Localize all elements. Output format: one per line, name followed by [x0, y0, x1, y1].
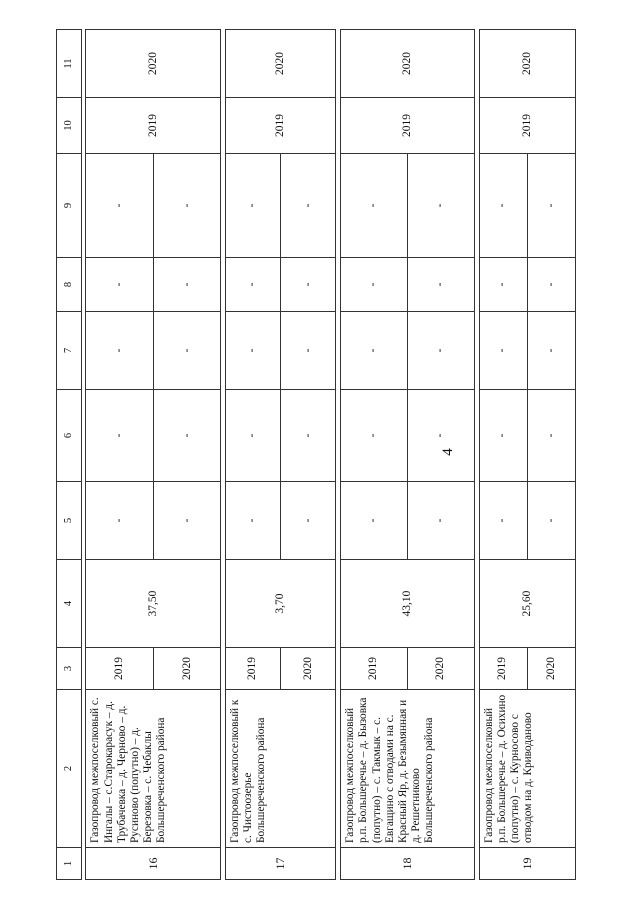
dash-cell: - — [479, 154, 527, 258]
dash-cell: - — [341, 312, 408, 390]
dash-cell: - — [86, 482, 154, 560]
row-number: 18 — [341, 848, 475, 880]
pipeline-name: Газопровод межпоселковый р.п. Большеречье – д. Бызовка (попутно) – с. Такмык – с. Евгащино с отводами на с. Красный Яр, д. Безымянная и д. Решетниково Большереченского района — [341, 690, 475, 848]
year-col-10: 2019 — [86, 98, 221, 154]
year-col-11: 2020 — [226, 30, 336, 98]
year-col-11: 2020 — [341, 30, 475, 98]
column-number: 10 — [57, 98, 82, 154]
length-km: 3,70 — [226, 560, 336, 648]
dash-cell: - — [281, 482, 336, 560]
year-col-10: 2019 — [341, 98, 475, 154]
dash-cell: - — [408, 312, 475, 390]
dash-cell: - — [479, 312, 527, 390]
dash-cell: - — [341, 258, 408, 312]
dash-cell: - — [86, 390, 154, 482]
row-number: 16 — [86, 848, 221, 880]
dash-cell: - — [226, 312, 281, 390]
column-number: 9 — [57, 154, 82, 258]
column-number: 11 — [57, 30, 82, 98]
dash-cell: - — [408, 390, 475, 482]
year-col-11: 2020 — [86, 30, 221, 98]
column-number: 5 — [57, 482, 82, 560]
column-number: 8 — [57, 258, 82, 312]
dash-cell: - — [341, 482, 408, 560]
length-km: 43,10 — [341, 560, 475, 648]
table-body — [57, 30, 576, 880]
dash-cell: - — [86, 312, 154, 390]
column-number: 7 — [57, 312, 82, 390]
year-start: 2019 — [86, 648, 154, 690]
dash-cell: - — [527, 258, 575, 312]
dash-cell: - — [226, 258, 281, 312]
table-row — [479, 30, 527, 880]
dash-cell: - — [408, 154, 475, 258]
year-end: 2020 — [154, 648, 221, 690]
dash-cell: - — [527, 482, 575, 560]
length-km: 37,50 — [86, 560, 221, 648]
column-number: 1 — [57, 848, 82, 880]
pipeline-name: Газопровод межпоселковый р.п. Большеречье – д. Осихино (попутно) – с. Курносово с отводом на д. Криводаново — [479, 690, 575, 848]
dash-cell: - — [86, 258, 154, 312]
year-end: 2020 — [408, 648, 475, 690]
column-number: 3 — [57, 648, 82, 690]
year-col-11: 2020 — [479, 30, 575, 98]
table-row — [226, 30, 281, 880]
length-km: 25,60 — [479, 560, 575, 648]
dash-cell: - — [341, 154, 408, 258]
year-col-10: 2019 — [226, 98, 336, 154]
dash-cell: - — [408, 258, 475, 312]
year-start: 2019 — [226, 648, 281, 690]
dash-cell: - — [341, 390, 408, 482]
dash-cell: - — [154, 390, 221, 482]
dash-cell: - — [86, 154, 154, 258]
dash-cell: - — [154, 258, 221, 312]
year-end: 2020 — [527, 648, 575, 690]
year-start: 2019 — [479, 648, 527, 690]
row-number: 19 — [479, 848, 575, 880]
dash-cell: - — [527, 154, 575, 258]
dash-cell: - — [226, 390, 281, 482]
dash-cell: - — [281, 154, 336, 258]
rotated-table-sheet — [56, 30, 576, 880]
pipeline-name: Газопровод межпоселковый к с. Чистоозерье Большереченского района — [226, 690, 336, 848]
dash-cell: - — [527, 312, 575, 390]
dash-cell: - — [479, 482, 527, 560]
table-row — [86, 30, 154, 880]
column-number-row — [57, 30, 82, 880]
dash-cell: - — [479, 258, 527, 312]
dash-cell: - — [226, 154, 281, 258]
column-number: 6 — [57, 390, 82, 482]
year-start: 2019 — [341, 648, 408, 690]
dash-cell: - — [154, 154, 221, 258]
dash-cell: - — [154, 312, 221, 390]
dash-cell: - — [226, 482, 281, 560]
dash-cell: - — [281, 258, 336, 312]
dash-cell: - — [154, 482, 221, 560]
gas-pipeline-table — [56, 29, 576, 880]
row-number: 17 — [226, 848, 336, 880]
dash-cell: - — [479, 390, 527, 482]
pipeline-name: Газопровод межпоселковый с. Ингалы – с.Старокарасук – д. Трубачевка – д. Черново – д. Русиново (попутно) – д. Березовка – с. Чебаклы Большереченского района — [86, 690, 221, 848]
table-row — [341, 30, 408, 880]
year-end: 2020 — [281, 648, 336, 690]
page-number: 4 — [440, 448, 456, 456]
dash-cell: - — [527, 390, 575, 482]
column-number: 2 — [57, 690, 82, 848]
year-col-10: 2019 — [479, 98, 575, 154]
dash-cell: - — [281, 312, 336, 390]
dash-cell: - — [281, 390, 336, 482]
dash-cell: - — [408, 482, 475, 560]
column-number: 4 — [57, 560, 82, 648]
